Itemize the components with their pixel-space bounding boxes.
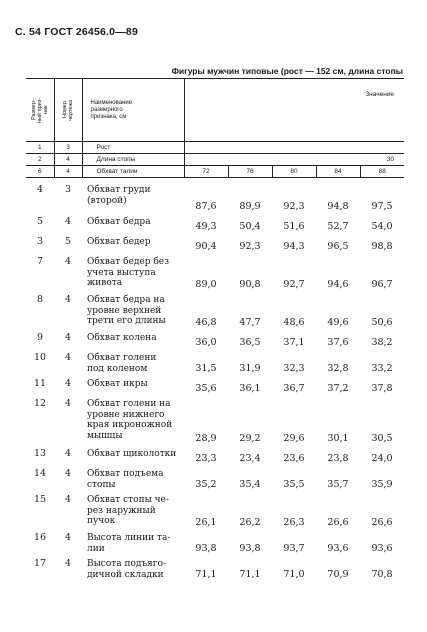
size-feature-number: 7 [36,256,44,267]
feature-name: Высота линии та- лии [87,533,171,554]
feature-value: 26,3 [283,516,305,528]
table-row [26,446,404,466]
feature-value: 37,6 [327,336,349,348]
feature-value: 48,6 [283,316,305,328]
feature-value: 70,9 [327,568,349,580]
feature-name: Обхват бедра [87,217,151,227]
feature-value: 92,3 [283,200,305,212]
feature-value: 70,8 [371,568,393,580]
feature-value: 35,4 [239,478,261,490]
feature-value: 28,9 [195,432,217,444]
feature-value: 46,8 [195,316,217,328]
table-row [26,292,404,330]
param-n2: 4 [54,166,82,178]
table-row [26,214,404,234]
drawing-number: 4 [64,294,72,305]
drawing-number: 4 [64,332,72,343]
feature-value: 90,8 [239,278,261,290]
size-feature-number: 13 [33,448,47,459]
feature-value: 96,5 [327,240,349,252]
table-row [26,330,404,350]
feature-value: 31,9 [239,362,261,374]
param-label: Длина стопы [82,154,184,166]
feature-value: 93,8 [239,542,261,554]
feature-value: 50,4 [239,220,261,232]
header-value: Значение [184,79,404,142]
drawing-number: 4 [64,216,72,227]
param-n1: 1 [26,142,54,154]
feature-value: 35,5 [283,478,305,490]
waist-size: 76 [228,166,272,178]
size-feature-number: 5 [36,216,44,227]
param-row-waist [26,166,404,178]
feature-name: Обхват колена [87,333,157,343]
feature-value: 87,6 [195,200,217,212]
feature-name: Обхват груди (второй) [87,185,151,206]
table-row [26,254,404,292]
size-feature-number: 11 [33,378,47,389]
table-row [26,556,404,582]
feature-value: 93,6 [327,542,349,554]
feature-value: 36,7 [283,382,305,394]
table-row [26,530,404,556]
feature-value: 36,1 [239,382,261,394]
feature-value: 52,7 [327,220,349,232]
size-feature-number: 3 [36,236,44,247]
table-row [26,182,404,214]
feature-value: 94,6 [327,278,349,290]
feature-value: 24,0 [371,452,393,464]
param-row-height [26,142,404,154]
drawing-number: 3 [64,184,72,195]
feature-value: 35,6 [195,382,217,394]
feature-value: 33,2 [371,362,393,374]
feature-value: 93,7 [283,542,305,554]
waist-size: 88 [360,166,404,178]
header-drawing-number: Номер чертежа [62,99,74,121]
param-n1: 2 [26,154,54,166]
drawing-number: 5 [64,236,72,247]
feature-value: 23,6 [283,452,305,464]
feature-value: 26,6 [371,516,393,528]
size-feature-number: 10 [33,352,47,363]
feature-value: 26,1 [195,516,217,528]
waist-size: 72 [184,166,228,178]
feature-value: 54,0 [371,220,393,232]
feature-name: Обхват подъема стопы [87,469,164,490]
feature-value: 94,3 [283,240,305,252]
header-size-number: Размер- ный приз- нак [30,97,49,123]
feature-value: 89,9 [239,200,261,212]
feature-value: 50,6 [371,316,393,328]
param-n2: 4 [54,154,82,166]
feature-value: 36,5 [239,336,261,348]
feature-value: 94,8 [327,200,349,212]
feature-name: Обхват стопы че- рез наружный пучок [87,495,169,526]
drawing-number: 4 [64,256,72,267]
drawing-number: 4 [64,558,72,569]
feature-name: Высота подъяго- дичной складки [87,559,166,580]
feature-name: Обхват бедер без учета выступа живота [87,257,170,288]
feature-value: 31,5 [195,362,217,374]
feature-value: 51,6 [283,220,305,232]
table-row [26,234,404,254]
size-feature-number: 16 [33,532,47,543]
header-name: Наименование размерного признака, см [82,79,184,142]
feature-value: 32,3 [283,362,305,374]
table-caption: Фигуры мужчин типовые (рост — 152 см, длина стопы [171,66,403,76]
size-table [26,78,404,582]
drawing-number: 4 [64,532,72,543]
feature-value: 29,2 [239,432,261,444]
table-row [26,350,404,376]
feature-value: 26,2 [239,516,261,528]
drawing-number: 4 [64,398,72,409]
drawing-number: 4 [64,468,72,479]
feature-value: 23,3 [195,452,217,464]
size-feature-number: 12 [33,398,47,409]
param-value: 30 [184,154,404,166]
feature-value: 92,3 [239,240,261,252]
drawing-number: 4 [64,378,72,389]
feature-name: Обхват голени под коленом [87,353,157,374]
size-feature-number: 8 [36,294,44,305]
feature-value: 37,1 [283,336,305,348]
drawing-number: 4 [64,448,72,459]
table-row [26,466,404,492]
drawing-number: 4 [64,494,72,505]
param-n2: 3 [54,142,82,154]
feature-value: 93,6 [371,542,393,554]
table-row [26,396,404,446]
drawing-number: 4 [64,352,72,363]
header-row [26,79,404,142]
feature-value: 49,3 [195,220,217,232]
size-feature-number: 15 [33,494,47,505]
feature-value: 90,4 [195,240,217,252]
param-label: Рост [82,142,184,154]
feature-value: 47,7 [239,316,261,328]
feature-value: 38,2 [371,336,393,348]
waist-size: 80 [272,166,316,178]
param-n1: 6 [26,166,54,178]
feature-value: 30,5 [371,432,393,444]
waist-size: 84 [316,166,360,178]
feature-value: 35,7 [327,478,349,490]
feature-value: 49,6 [327,316,349,328]
feature-name: Обхват икры [87,379,148,389]
table-row [26,492,404,530]
param-label: Обхват талии [82,166,184,178]
param-row-foot [26,154,404,166]
feature-value: 35,9 [371,478,393,490]
size-feature-number: 17 [33,558,47,569]
feature-value: 92,7 [283,278,305,290]
size-feature-number: 4 [36,184,44,195]
feature-value: 97,5 [371,200,393,212]
feature-value: 30,1 [327,432,349,444]
feature-value: 71,0 [283,568,305,580]
param-value [184,142,404,154]
feature-value: 23,8 [327,452,349,464]
feature-value: 37,8 [371,382,393,394]
feature-value: 96,7 [371,278,393,290]
feature-value: 37,2 [327,382,349,394]
feature-value: 71,1 [195,568,217,580]
feature-name: Обхват щиколотки [87,449,177,459]
feature-value: 35,2 [195,478,217,490]
feature-value: 93,8 [195,542,217,554]
feature-value: 71,1 [239,568,261,580]
feature-value: 89,0 [195,278,217,290]
table-row [26,376,404,396]
size-feature-number: 9 [36,332,44,343]
feature-value: 32,8 [327,362,349,374]
feature-value: 23,4 [239,452,261,464]
feature-value: 26,6 [327,516,349,528]
feature-name: Обхват голени на уровне нижнего края икроножной мышцы [87,399,173,441]
feature-name: Обхват бедер [87,237,151,247]
feature-name: Обхват бедра на уровне верхней трети его длины [87,295,166,326]
feature-value: 36,0 [195,336,217,348]
size-feature-number: 14 [33,468,47,479]
feature-value: 29,6 [283,432,305,444]
page-header: С. 54 ГОСТ 26456.0—89 [15,26,138,38]
feature-value: 98,8 [371,240,393,252]
